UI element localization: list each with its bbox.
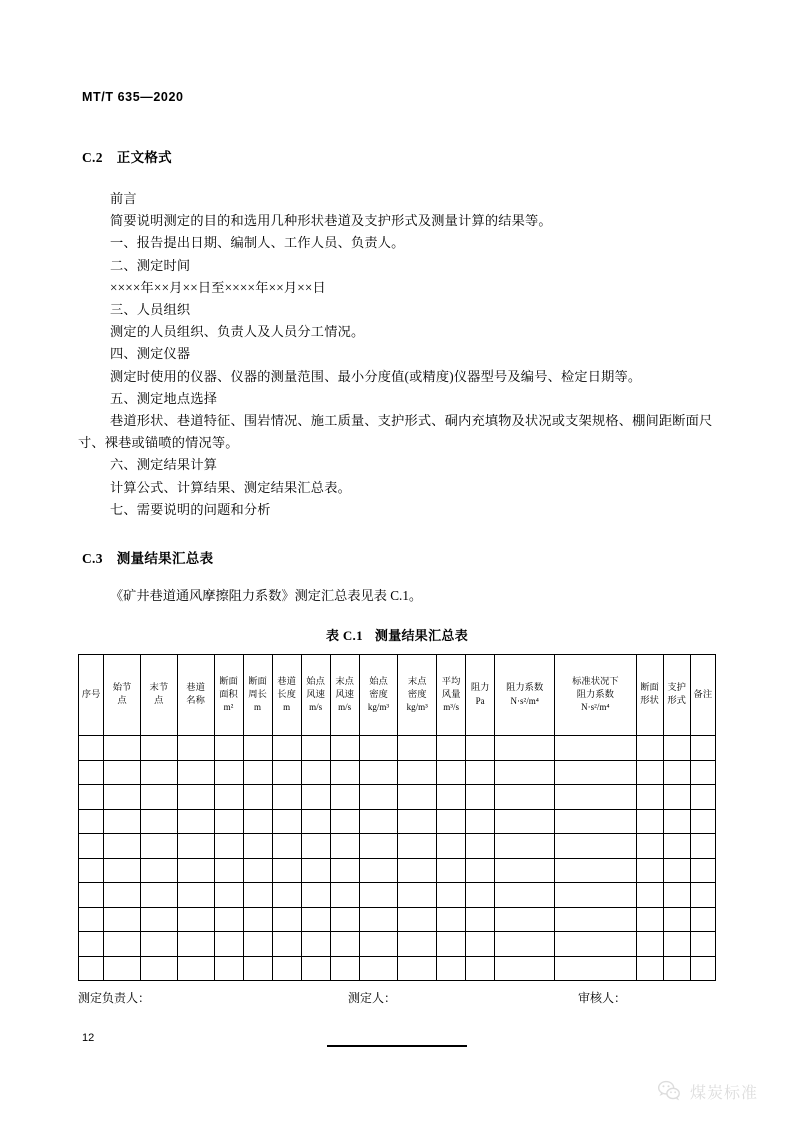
wechat-icon [656, 1078, 682, 1104]
clause-heading-c3 [0, 547, 794, 567]
table-cell-17[interactable] [690, 760, 715, 785]
table-cell-15[interactable] [636, 883, 663, 908]
table-cell-4[interactable] [214, 907, 243, 932]
body-line: 测定时使用的仪器、仪器的测量范围、最小分度值(或精度)仪器型号及编号、检定日期等。 [110, 368, 642, 384]
table-cell-9[interactable] [359, 834, 398, 859]
table-header-cell-1 [104, 655, 141, 736]
table-cell-17[interactable] [690, 834, 715, 859]
header-unit: m² [223, 702, 234, 713]
table-header-cell-15 [636, 655, 663, 736]
table-cell-5[interactable] [243, 907, 272, 932]
table-row [79, 736, 716, 761]
table-header-cell-17 [690, 655, 715, 736]
table-header-cell-3 [177, 655, 214, 736]
table-cell-7[interactable] [301, 883, 330, 908]
header-label: 名称 [186, 696, 205, 707]
table-cell-9[interactable] [359, 809, 398, 834]
table-cell-17[interactable] [690, 785, 715, 810]
clause-heading-c2 [0, 146, 794, 166]
table-cell-16[interactable] [663, 932, 690, 957]
table-cell-2[interactable] [140, 834, 177, 859]
header-label: 序号 [81, 689, 101, 700]
table-cell-10[interactable] [398, 956, 437, 981]
table-row [79, 809, 716, 834]
table-cell-2[interactable] [140, 932, 177, 957]
table-cell-14[interactable] [555, 858, 636, 883]
table-cell-10[interactable] [398, 932, 437, 957]
table-header-cell-6 [272, 655, 301, 736]
header-label: 断面 [219, 677, 238, 688]
table-cell-7[interactable] [301, 932, 330, 957]
table-cell-1[interactable] [104, 736, 141, 761]
table-cell-7[interactable] [301, 834, 330, 859]
document-standard-code: MT/T 635—2020 [82, 90, 184, 104]
table-cell-0[interactable] [79, 736, 104, 761]
body-line: 简要说明测定的目的和选用几种形状巷道及支护形式及测量计算的结果等。 [110, 213, 552, 229]
table-cell-11[interactable] [437, 785, 466, 810]
table-cell-7[interactable] [301, 736, 330, 761]
table-cell-15[interactable] [636, 736, 663, 761]
table-cell-17[interactable] [690, 907, 715, 932]
table-cell-15[interactable] [636, 760, 663, 785]
table-cell-1[interactable] [104, 956, 141, 981]
table-cell-13[interactable] [495, 858, 555, 883]
header-label: 密度 [369, 689, 388, 700]
table-cell-14[interactable] [555, 883, 636, 908]
table-cell-10[interactable] [398, 907, 437, 932]
table-cell-14[interactable] [555, 809, 636, 834]
header-label: 支护 [667, 683, 686, 694]
table-cell-12[interactable] [466, 834, 495, 859]
header-label: 点 [154, 696, 164, 707]
table-cell-16[interactable] [663, 785, 690, 810]
table-cell-6[interactable] [272, 785, 301, 810]
table-cell-7[interactable] [301, 760, 330, 785]
body-line: 测定的人员组织、负责人及人员分工情况。 [110, 324, 365, 340]
table-header-cell-11 [437, 655, 466, 736]
page-bottom-rule [327, 1045, 467, 1047]
signature-responsible-label: 测定负责人： [78, 991, 151, 1006]
table-cell-8[interactable] [330, 883, 359, 908]
table-cell-1[interactable] [104, 785, 141, 810]
header-label: 始点 [369, 677, 388, 688]
header-unit: Pa [475, 696, 485, 707]
table-cell-17[interactable] [690, 883, 715, 908]
table-cell-12[interactable] [466, 809, 495, 834]
table-cell-5[interactable] [243, 834, 272, 859]
table-cell-13[interactable] [495, 809, 555, 834]
table-body [79, 736, 716, 981]
table-cell-9[interactable] [359, 907, 398, 932]
table-header-cell-2 [140, 655, 177, 736]
table-cell-15[interactable] [636, 956, 663, 981]
table-cell-2[interactable] [140, 956, 177, 981]
table-cell-9[interactable] [359, 932, 398, 957]
table-cell-2[interactable] [140, 736, 177, 761]
table-row [79, 834, 716, 859]
table-cell-16[interactable] [663, 956, 690, 981]
table-cell-17[interactable] [690, 932, 715, 957]
table-cell-10[interactable] [398, 858, 437, 883]
table-cell-2[interactable] [140, 907, 177, 932]
table-container [0, 654, 794, 981]
header-label: 周长 [248, 689, 267, 700]
table-header [79, 655, 716, 736]
table-cell-14[interactable] [555, 736, 636, 761]
table-header-cell-7 [301, 655, 330, 736]
header-label: 点 [117, 696, 127, 707]
table-cell-9[interactable] [359, 956, 398, 981]
table-cell-14[interactable] [555, 834, 636, 859]
table-cell-12[interactable] [466, 932, 495, 957]
table-cell-17[interactable] [690, 809, 715, 834]
table-cell-12[interactable] [466, 907, 495, 932]
header-unit: m³/s [443, 702, 459, 713]
table-cell-11[interactable] [437, 736, 466, 761]
table-cell-12[interactable] [466, 956, 495, 981]
watermark-label: 煤炭标准 [689, 1084, 758, 1102]
body-line: 一、报告提出日期、编制人、工作人员、负责人。 [110, 235, 405, 251]
table-cell-11[interactable] [437, 907, 466, 932]
table-cell-15[interactable] [636, 858, 663, 883]
header-label: 始节 [112, 683, 132, 694]
table-cell-11[interactable] [437, 883, 466, 908]
table-row [79, 932, 716, 957]
header-label: 形式 [667, 696, 686, 707]
table-cell-2[interactable] [140, 809, 177, 834]
table-cell-12[interactable] [466, 785, 495, 810]
table-cell-11[interactable] [437, 834, 466, 859]
header-unit: kg/m³ [367, 702, 390, 713]
body-line: 二、测定时间 [110, 257, 191, 273]
table-cell-10[interactable] [398, 760, 437, 785]
table-cell-16[interactable] [663, 809, 690, 834]
table-cell-16[interactable] [663, 736, 690, 761]
table-cell-3[interactable] [177, 760, 214, 785]
table-row [79, 785, 716, 810]
table-caption [0, 625, 794, 644]
table-cell-9[interactable] [359, 760, 398, 785]
table-header-cell-5 [243, 655, 272, 736]
table-cell-14[interactable] [555, 907, 636, 932]
header-label: 备注 [693, 689, 713, 700]
header-label: 阻力 [470, 683, 490, 694]
table-cell-4[interactable] [214, 858, 243, 883]
table-cell-0[interactable] [79, 809, 104, 834]
table-header-cell-10 [398, 655, 437, 736]
header-label: 长度 [277, 689, 296, 700]
table-cell-8[interactable] [330, 907, 359, 932]
table-cell-5[interactable] [243, 932, 272, 957]
table-cell-7[interactable] [301, 809, 330, 834]
signature-row [0, 989, 794, 1009]
table-cell-8[interactable] [330, 736, 359, 761]
table-cell-2[interactable] [140, 785, 177, 810]
clause-c3-lead: 《矿井巷道通风摩擦阻力系数》测定汇总表见表 C.1。 [110, 588, 423, 604]
table-cell-0[interactable] [79, 760, 104, 785]
page-number: 12 [82, 1032, 95, 1044]
header-label: 始点 [306, 677, 325, 688]
header-unit: kg/m³ [406, 702, 428, 713]
table-cell-6[interactable] [272, 736, 301, 761]
header-label: 阻力系数 [506, 683, 544, 694]
header-label: 阻力系数 [576, 689, 614, 700]
table-cell-13[interactable] [495, 834, 555, 859]
table-cell-10[interactable] [398, 736, 437, 761]
table-cell-0[interactable] [79, 932, 104, 957]
table-cell-0[interactable] [79, 858, 104, 883]
table-caption-number: 表 C.1 [326, 628, 363, 644]
page-content [0, 146, 794, 1047]
signature-measurer-label: 测定人： [348, 991, 397, 1006]
header-label: 末点 [407, 677, 427, 688]
body-line: 三、人员组织 [110, 302, 191, 318]
table-cell-4[interactable] [214, 785, 243, 810]
spacer [0, 521, 794, 547]
table-cell-7[interactable] [301, 785, 330, 810]
table-cell-0[interactable] [79, 785, 104, 810]
table-cell-2[interactable] [140, 760, 177, 785]
table-cell-8[interactable] [330, 834, 359, 859]
header-label: 末点 [335, 677, 354, 688]
table-header-cell-8 [330, 655, 359, 736]
clause-title-c3: 测量结果汇总表 [116, 551, 214, 567]
table-cell-1[interactable] [104, 809, 141, 834]
table-cell-16[interactable] [663, 834, 690, 859]
table-cell-3[interactable] [177, 785, 214, 810]
table-cell-16[interactable] [663, 858, 690, 883]
table-cell-15[interactable] [636, 834, 663, 859]
table-cell-12[interactable] [466, 736, 495, 761]
table-cell-10[interactable] [398, 883, 437, 908]
table-cell-3[interactable] [177, 883, 214, 908]
header-label: 断面 [248, 677, 267, 688]
header-label: 形状 [640, 696, 659, 707]
table-cell-2[interactable] [140, 883, 177, 908]
table-cell-4[interactable] [214, 956, 243, 981]
table-cell-5[interactable] [243, 736, 272, 761]
table-cell-4[interactable] [214, 932, 243, 957]
header-unit: m/s [338, 702, 352, 713]
table-cell-3[interactable] [177, 956, 214, 981]
table-cell-0[interactable] [79, 883, 104, 908]
table-header-row [79, 655, 716, 736]
header-label: 面积 [219, 689, 238, 700]
table-cell-13[interactable] [495, 736, 555, 761]
table-cell-0[interactable] [79, 834, 104, 859]
table-cell-9[interactable] [359, 858, 398, 883]
table-cell-3[interactable] [177, 858, 214, 883]
header-label: 风速 [306, 689, 325, 700]
table-cell-13[interactable] [495, 883, 555, 908]
table-header-cell-16 [663, 655, 690, 736]
table-cell-14[interactable] [555, 956, 636, 981]
header-unit: m [283, 702, 291, 713]
wechat-icon-svg [656, 1078, 682, 1104]
table-cell-13[interactable] [495, 956, 555, 981]
table-cell-2[interactable] [140, 858, 177, 883]
table-cell-1[interactable] [104, 834, 141, 859]
table-cell-3[interactable] [177, 834, 214, 859]
table-cell-13[interactable] [495, 785, 555, 810]
header-label: 标准状况下 [572, 677, 619, 688]
header-label: 风量 [441, 689, 461, 700]
table-cell-14[interactable] [555, 932, 636, 957]
header-label: 巷道 [277, 677, 296, 688]
measurement-summary-table [78, 654, 716, 981]
table-cell-10[interactable] [398, 785, 437, 810]
header-label: 断面 [640, 683, 659, 694]
table-header-cell-9 [359, 655, 398, 736]
table-cell-9[interactable] [359, 883, 398, 908]
table-cell-1[interactable] [104, 907, 141, 932]
table-cell-5[interactable] [243, 785, 272, 810]
table-cell-3[interactable] [177, 907, 214, 932]
table-cell-5[interactable] [243, 956, 272, 981]
table-cell-1[interactable] [104, 883, 141, 908]
header-unit: m/s [309, 702, 323, 713]
table-cell-5[interactable] [243, 760, 272, 785]
table-cell-6[interactable] [272, 834, 301, 859]
table-cell-6[interactable] [272, 858, 301, 883]
table-cell-7[interactable] [301, 858, 330, 883]
table-row [79, 858, 716, 883]
table-cell-6[interactable] [272, 760, 301, 785]
table-cell-13[interactable] [495, 932, 555, 957]
body-line: 五、测定地点选择 [110, 390, 218, 406]
table-cell-8[interactable] [330, 858, 359, 883]
watermark [656, 1078, 758, 1104]
table-cell-9[interactable] [359, 785, 398, 810]
header-label: 密度 [407, 689, 427, 700]
body-line-wrapped: 巷道形状、巷道特征、围岩情况、施工质量、支护形式、硐内充填物及状况或支架规格、棚间距断面尺寸、裸巷或锚喷的情况等。 [78, 413, 713, 451]
table-cell-3[interactable] [177, 809, 214, 834]
table-cell-14[interactable] [555, 785, 636, 810]
body-line: 四、测定仪器 [110, 346, 191, 362]
table-header-cell-14 [555, 655, 636, 736]
body-line: 前言 [110, 191, 137, 206]
table-cell-8[interactable] [330, 956, 359, 981]
table-row [79, 760, 716, 785]
table-cell-11[interactable] [437, 932, 466, 957]
table-cell-6[interactable] [272, 883, 301, 908]
table-cell-17[interactable] [690, 956, 715, 981]
table-cell-12[interactable] [466, 858, 495, 883]
table-cell-1[interactable] [104, 858, 141, 883]
header-label: 巷道 [186, 683, 205, 694]
table-cell-3[interactable] [177, 736, 214, 761]
table-cell-15[interactable] [636, 809, 663, 834]
table-cell-7[interactable] [301, 907, 330, 932]
table-cell-15[interactable] [636, 785, 663, 810]
header-unit: N·s²/m⁴ [510, 696, 539, 707]
signature-reviewer-label: 审核人： [578, 991, 627, 1006]
table-cell-11[interactable] [437, 858, 466, 883]
table-cell-13[interactable] [495, 907, 555, 932]
table-cell-4[interactable] [214, 809, 243, 834]
table-cell-16[interactable] [663, 907, 690, 932]
table-cell-0[interactable] [79, 907, 104, 932]
table-cell-8[interactable] [330, 760, 359, 785]
table-cell-17[interactable] [690, 736, 715, 761]
table-cell-3[interactable] [177, 932, 214, 957]
table-cell-8[interactable] [330, 785, 359, 810]
table-row [79, 907, 716, 932]
table-cell-14[interactable] [555, 760, 636, 785]
header-label: 末节 [149, 683, 169, 694]
table-row [79, 956, 716, 981]
table-row [79, 883, 716, 908]
clause-number-c3: C.3 [82, 551, 103, 567]
table-header-cell-4 [214, 655, 243, 736]
table-cell-15[interactable] [636, 932, 663, 957]
table-header-cell-13 [495, 655, 555, 736]
table-cell-7[interactable] [301, 956, 330, 981]
body-line: ××××年××月××日至××××年××月××日 [110, 279, 326, 295]
table-cell-6[interactable] [272, 956, 301, 981]
table-cell-9[interactable] [359, 736, 398, 761]
header-unit: N·s²/m⁴ [581, 702, 610, 713]
table-cell-1[interactable] [104, 760, 141, 785]
table-cell-11[interactable] [437, 809, 466, 834]
table-cell-4[interactable] [214, 834, 243, 859]
table-cell-10[interactable] [398, 834, 437, 859]
table-cell-16[interactable] [663, 760, 690, 785]
table-cell-12[interactable] [466, 760, 495, 785]
table-cell-12[interactable] [466, 883, 495, 908]
table-cell-0[interactable] [79, 956, 104, 981]
table-caption-title: 测量结果汇总表 [374, 628, 468, 644]
table-cell-4[interactable] [214, 883, 243, 908]
table-cell-6[interactable] [272, 809, 301, 834]
table-header-cell-12 [466, 655, 495, 736]
body-line: 七、需要说明的问题和分析 [110, 501, 271, 517]
clause-title-c2: 正文格式 [116, 150, 172, 165]
table-cell-10[interactable] [398, 809, 437, 834]
table-cell-6[interactable] [272, 932, 301, 957]
table-cell-8[interactable] [330, 809, 359, 834]
table-cell-5[interactable] [243, 883, 272, 908]
table-cell-11[interactable] [437, 956, 466, 981]
clause-number-c2: C.2 [82, 150, 103, 165]
table-cell-13[interactable] [495, 760, 555, 785]
header-unit: m [254, 702, 262, 713]
table-cell-8[interactable] [330, 932, 359, 957]
table-cell-4[interactable] [214, 760, 243, 785]
header-label: 风速 [335, 689, 354, 700]
table-header-cell-0 [79, 655, 104, 736]
body-line: 计算公式、计算结果、测定结果汇总表。 [110, 479, 351, 495]
body-line: 六、测定结果计算 [110, 457, 218, 473]
table-cell-1[interactable] [104, 932, 141, 957]
table-cell-17[interactable] [690, 858, 715, 883]
table-cell-5[interactable] [243, 809, 272, 834]
header-label: 平均 [441, 677, 461, 688]
table-cell-11[interactable] [437, 760, 466, 785]
table-cell-15[interactable] [636, 907, 663, 932]
table-cell-5[interactable] [243, 858, 272, 883]
table-cell-4[interactable] [214, 736, 243, 761]
table-cell-16[interactable] [663, 883, 690, 908]
table-cell-6[interactable] [272, 907, 301, 932]
